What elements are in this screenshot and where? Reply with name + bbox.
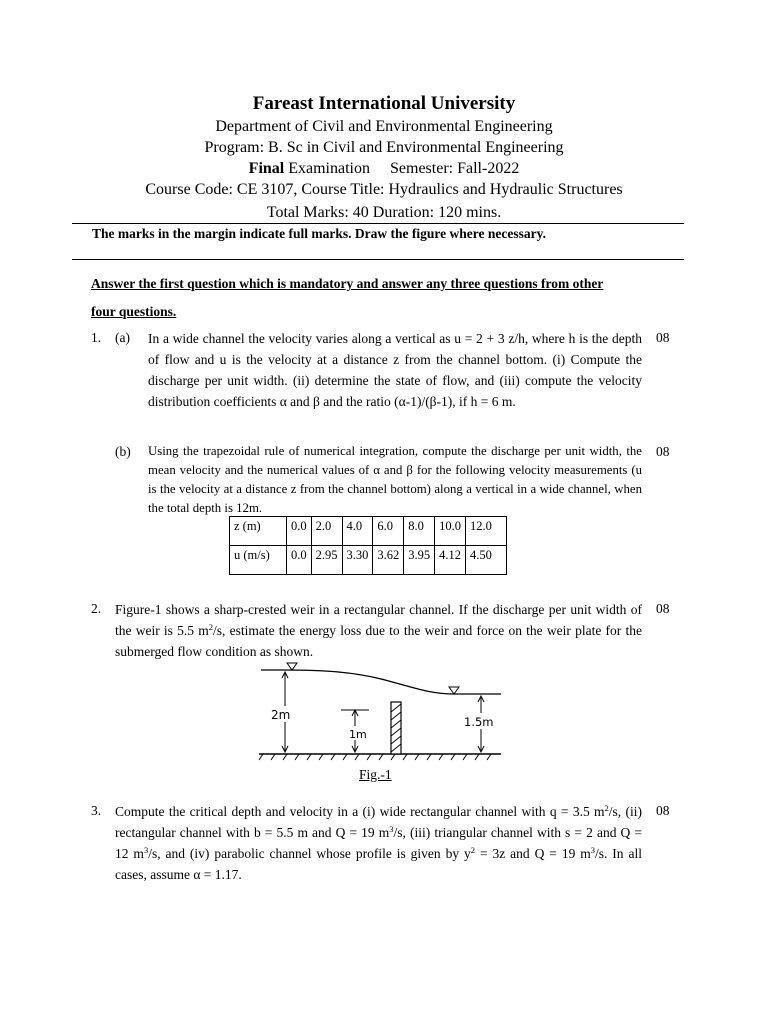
q3-text [115,801,642,885]
table-cell: 10.0 [435,517,466,546]
table-row [230,546,507,575]
course-line: Course Code: CE 3107, Course Title: Hydraulics and Hydraulic Structures [145,181,623,198]
velocity-table [229,516,507,575]
department-line: Department of Civil and Environmental Engineering [215,118,553,135]
table-cell: 4.50 [466,546,507,575]
table-cell: 0.0 [287,517,312,546]
q3-text-part: /s, and (iv) parabolic channel whose profile is given by y [148,846,471,861]
q2-number: 2. [91,601,102,616]
q3-sup: 3 [590,845,595,855]
exam-type: Final [248,160,285,177]
q3-sup: 3 [143,845,149,855]
table-cell: 3.95 [404,546,435,575]
university-name: Fareast International University [252,93,516,114]
q3-sup: 2 [470,845,476,855]
figure-label-2m: 2m [271,708,291,722]
table-cell: 12.0 [466,517,507,546]
table-cell: 2.0 [311,517,342,546]
q3-text-part: /s, (iii) triangular channel with s = 2 and Q = 12 m [115,825,642,861]
table-cell: 3.62 [373,546,404,575]
q3-text-part: /s. In all cases, assume α = 1.17. [115,846,642,882]
table-cell: 3.30 [342,546,373,575]
instruction-text: The marks in the margin indicate full marks. Draw the figure where necessary. [92,226,546,241]
q2-sup: 2 [208,622,213,632]
q1a-label: (a) [115,330,130,345]
z-header: z (m) [230,517,287,546]
q2-text-part1: Figure-1 shows a sharp-crested weir in a rectangular channel. If the discharge per unit width of the weir is 5.5 m [115,602,642,638]
q3-sup: 3 [389,824,394,834]
answer-instruction-line2: four questions. [91,304,177,319]
exam-word: Examination [284,160,370,177]
semester: Semester: Fall-2022 [390,160,520,177]
q1b-text: Using the trapezoidal rule of numerical integration, compute the discharge per unit width, the mean velocity and the numerical values of α and β for the following velocity measurements (u is the velocity at a distance z from the channel bottom) along a vertical in a wide channel, when the total depth is 12m. [148,444,642,515]
exam-line [0,160,768,178]
q3-text-part: Compute the critical depth and velocity in a (i) wide rectangular channel with q = 3.5 m [115,804,605,819]
q1b-label: (b) [115,444,131,459]
q1a-text: In a wide channel the velocity varies along a vertical as u = 2 + 3 z/h, where h is the depth of flow and u is the velocity at a distance z from the channel bottom. (i) Compute the discharge per unit width. (ii) determine the state of flow, and (iii) compute the velocity distribution coefficients α and β and the ratio (α-1)/(β-1), if h = 6 m. [148,331,642,409]
table-cell: 8.0 [404,517,435,546]
instruction-rule [72,259,684,260]
table-cell: 4.0 [342,517,373,546]
q1-number: 1. [91,330,102,345]
q1a-marks: 08 [656,330,670,345]
q2-text-part2: /s, estimate the energy loss due to the weir and force on the weir plate for the submerged flow condition as shown. [115,623,642,659]
table-cell: 0.0 [287,546,312,575]
header-rule [72,223,684,224]
table-cell: 2.95 [311,546,342,575]
table-cell: 6.0 [373,517,404,546]
figure-label-1m: 1m [349,728,367,741]
q3-text-part: = 3z and Q = 19 m [475,846,591,861]
q2-text [115,599,642,662]
figure-caption: Fig.-1 [359,767,392,782]
table-row [230,517,507,546]
answer-instruction-line1: Answer the first question which is mandatory and answer any three questions from other [91,276,604,291]
marks-duration-line: Total Marks: 40 Duration: 120 mins. [266,204,502,221]
figure-label-1-5m: 1.5m [464,715,494,729]
weir-figure [255,658,505,762]
q3-sup: 2 [604,803,609,813]
q3-marks: 08 [656,803,670,818]
q3-text-part: /s, (ii) rectangular channel with b = 5.5 m and Q = 19 m [115,804,642,840]
table-cell: 4.12 [435,546,466,575]
program-line: Program: B. Sc in Civil and Environmental Engineering [204,139,564,156]
q3-number: 3. [91,803,102,818]
u-header: u (m/s) [230,546,287,575]
q2-marks: 08 [656,601,670,616]
q1b-marks: 08 [656,444,670,459]
